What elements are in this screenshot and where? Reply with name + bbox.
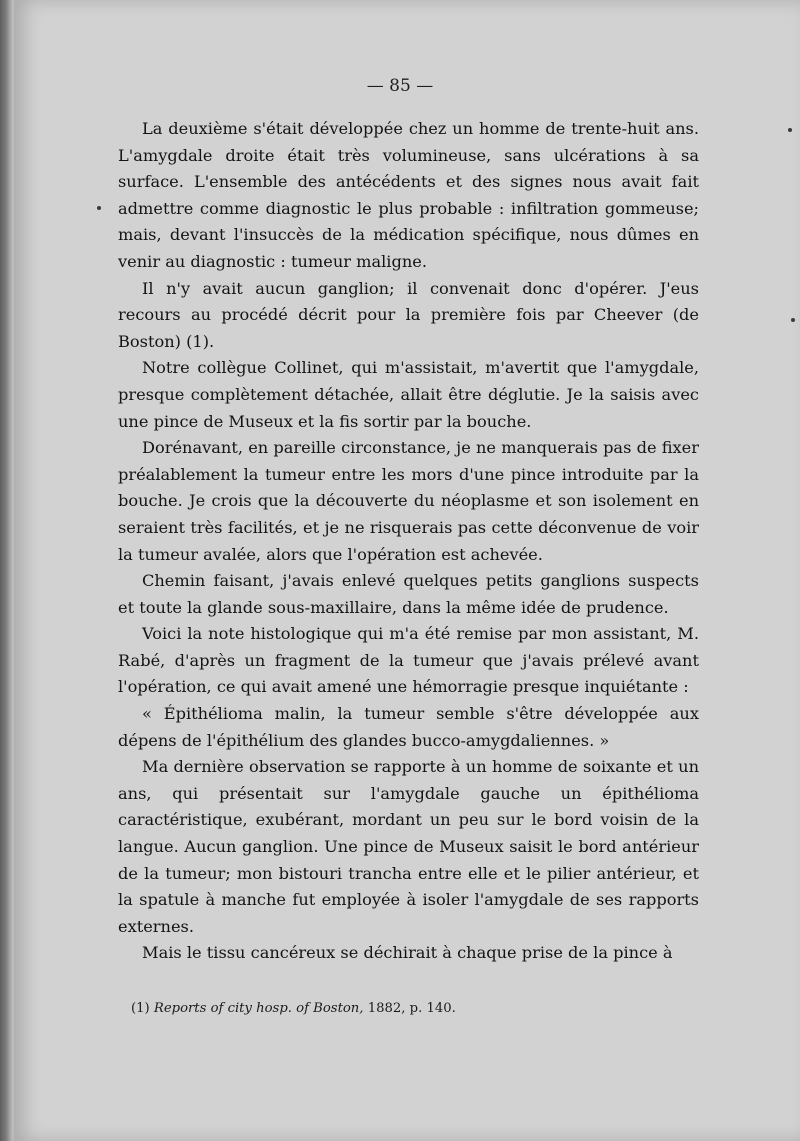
scan-speck [791, 318, 795, 322]
footnote [131, 1001, 691, 1016]
body-text [118, 116, 699, 967]
footnote-details: 1882, p. 140. [367, 1001, 456, 1016]
paragraph-6: Voici la note histologique qui m'a été remise par mon assistant, M. Rabé, d'après un fragment de la tumeur que j'avais prélevé avant l'opération, ce qui avait amené une hémorragie presque inquiétante : [118, 624, 699, 697]
scan-speck [97, 206, 101, 210]
paragraph-5: Chemin faisant, j'avais enlevé quelques petits ganglions suspects et toute la glande sous-maxillaire, dans la même idée de prudence. [118, 571, 699, 617]
paragraph-1: La deuxième s'était développée chez un homme de trente-huit ans. L'amygdale droite était très volumineuse, sans ulcérations à sa surface. L'ensemble des antécédents et des signes nous avait fait admettre comme diagnostic le plus probable : infiltration gommeuse; mais, devant l'insuccès de la médication spécifique, nous dûmes en venir au diagnostic : tumeur maligne. [118, 119, 699, 271]
paragraph-9: Mais le tissu cancéreux se déchirait à chaque prise de la pince à [142, 943, 673, 963]
footnote-source-title: Reports of city hosp. of Boston, [153, 1001, 364, 1016]
scan-speck [788, 128, 792, 132]
paragraph-3: Notre collègue Collinet, qui m'assistait, m'avertit que l'amygdale, presque complètement détachée, allait être déglutie. Je la saisis avec une pince de Museux et la fis sortir par la bouche. [118, 358, 699, 431]
paragraph-4: Dorénavant, en pareille circonstance, je ne manquerais pas de fixer préalablement la tumeur entre les mors d'une pince introduite par la bouche. Je crois que la découverte du néoplasme et son isolement en seraient très facilités, et je ne risquerais pas cette déconvenue de voir la tumeur avalée, alors que l'opération est achevée. [118, 438, 699, 564]
paragraph-2: Il n'y avait aucun ganglion; il convenait donc d'opérer. J'eus recours au procédé décrit pour la première fois par Cheever (de Boston) (1). [118, 278, 699, 351]
page-number: — 85 — [366, 76, 434, 96]
paragraph-7-quote: « Épithélioma malin, la tumeur semble s'être développée aux dépens de l'épithélium des glandes bucco-amygdaliennes. » [118, 704, 699, 750]
footnote-marker: (1) [131, 1001, 150, 1016]
paragraph-8: Ma dernière observation se rapporte à un homme de soixante et un ans, qui présentait sur l'amygdale gauche un épithélioma caractéristique, exubérant, mordant un peu sur le bord voisin de la langue. Aucun ganglion. Une pince de Museux saisit le bord antérieur de la tumeur; mon bistouri trancha entre elle et le pilier antérieur, et la spatule à manche fut employée à isoler l'amygdale de ses rapports externes. [118, 757, 699, 936]
